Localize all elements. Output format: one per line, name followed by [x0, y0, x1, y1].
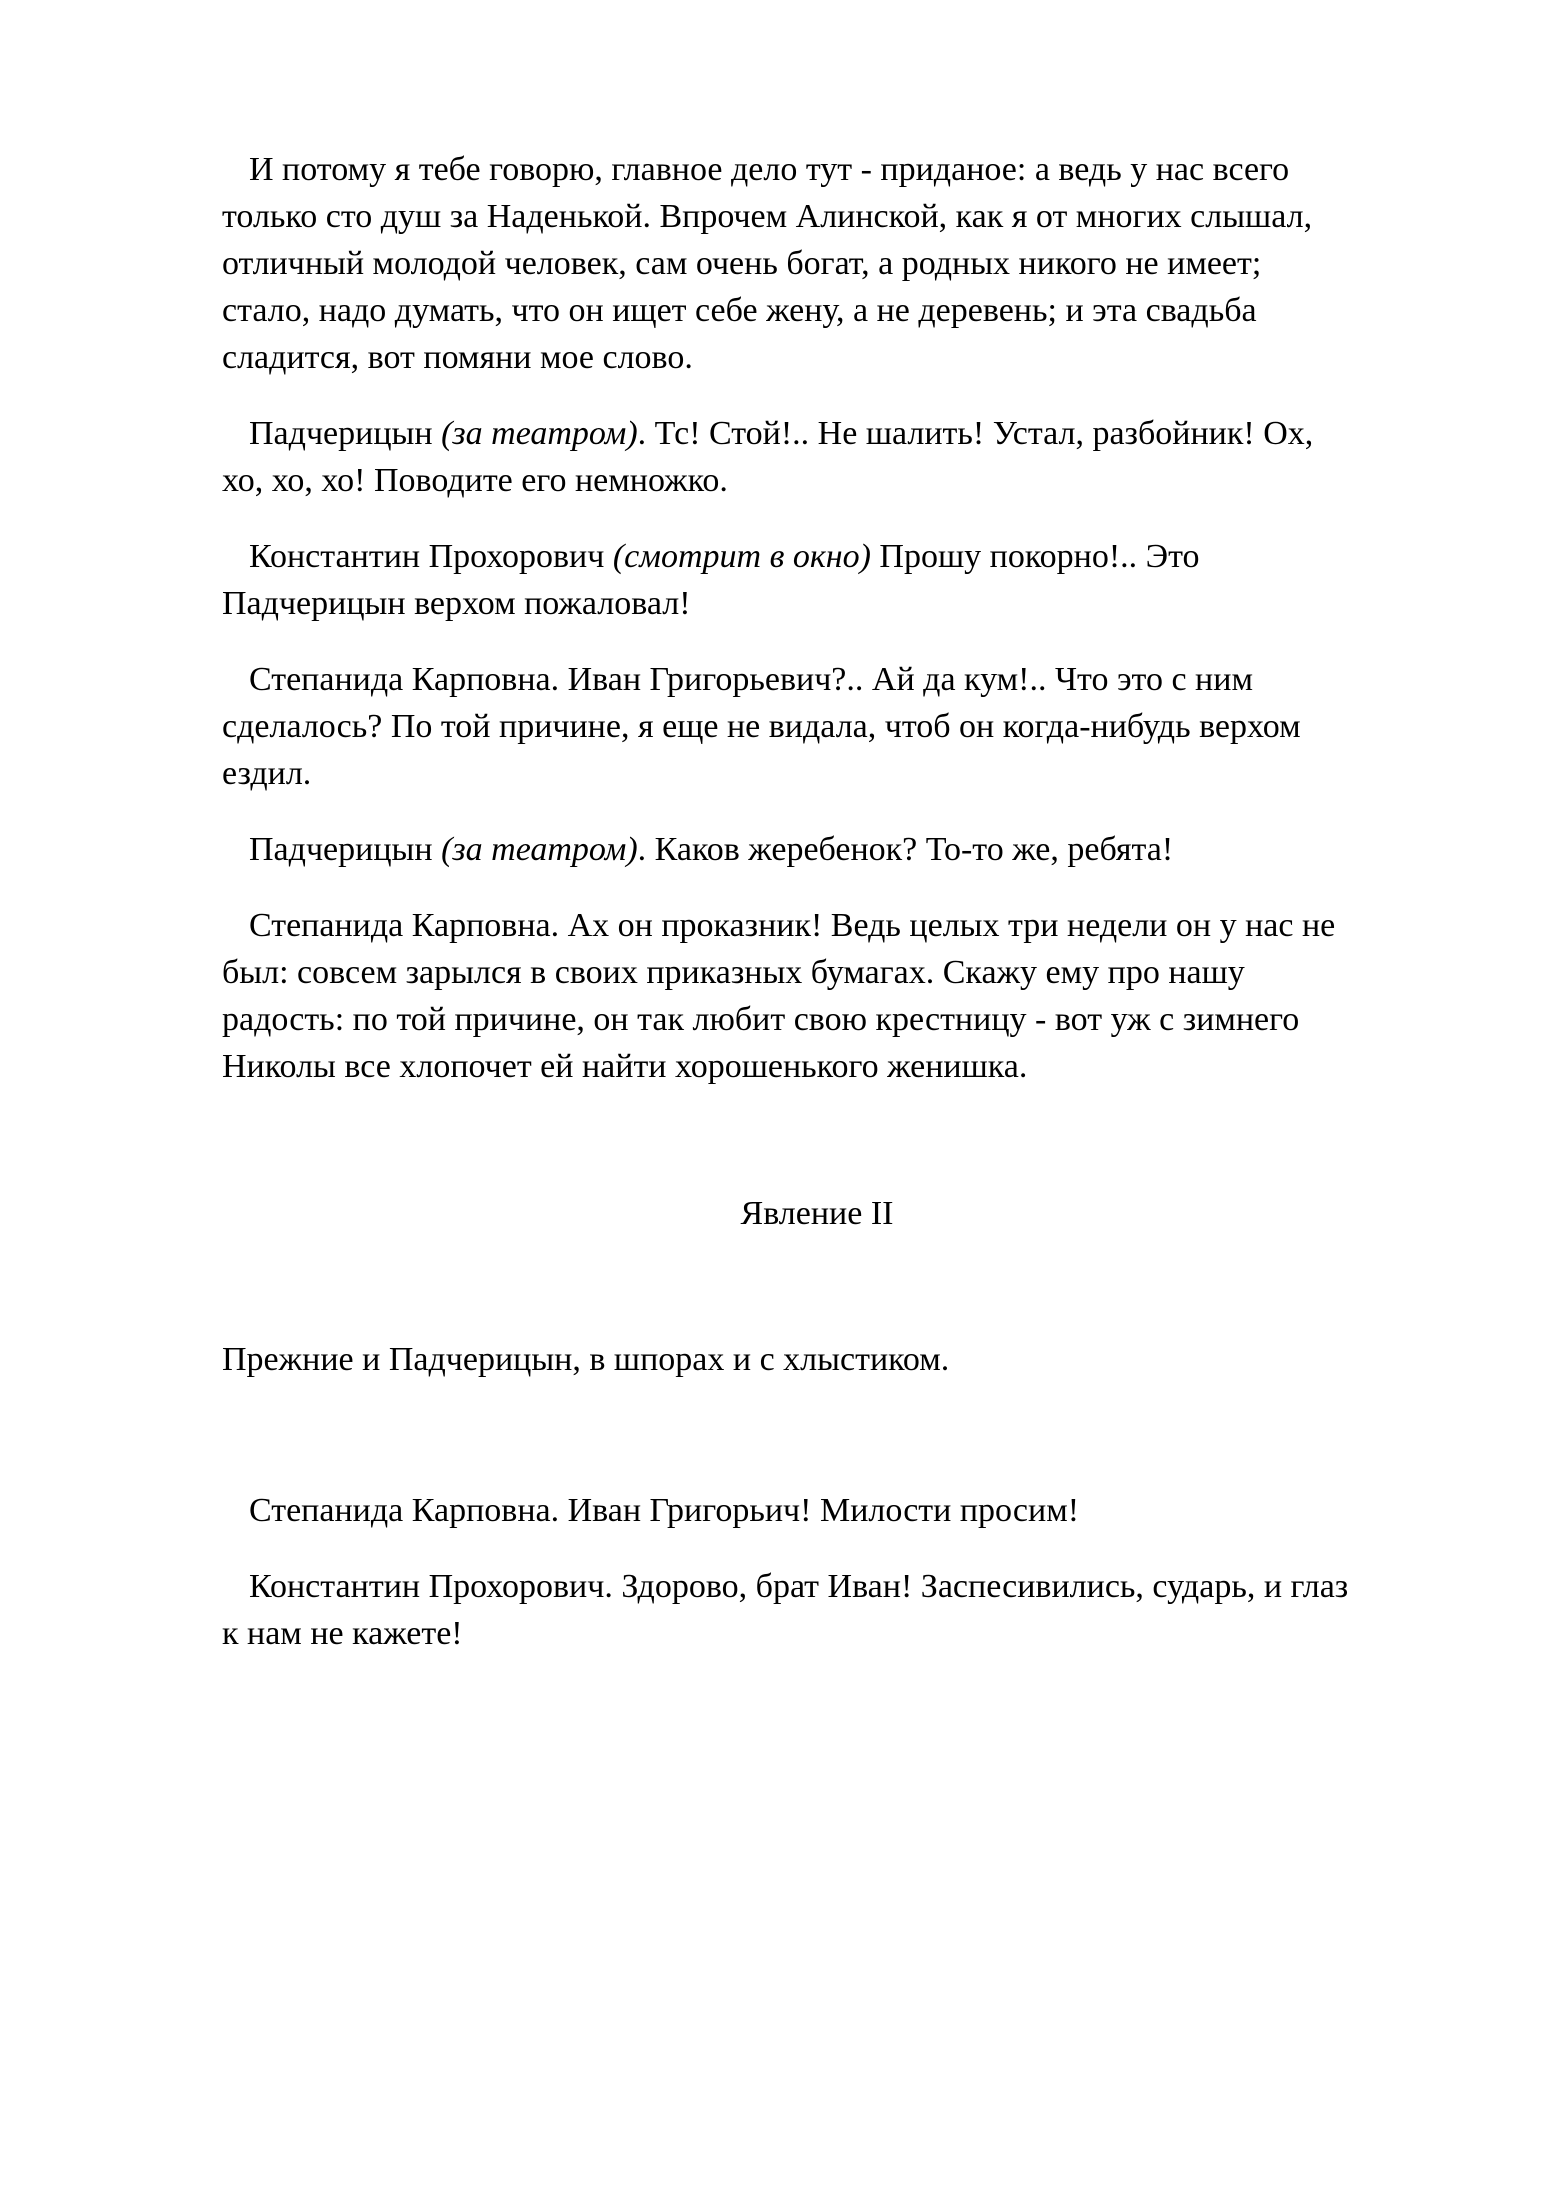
text-run: сделалось? По той причине, я еще не видала, чтоб он когда-нибудь верхом [222, 708, 1301, 745]
dialogue-paragraph [222, 656, 1555, 797]
text-run: И потому я тебе говорю, главное дело тут - приданое: а ведь у нас всего [249, 151, 1290, 188]
text-run: Константин Прохорович [249, 538, 613, 575]
dialogue-paragraph [222, 826, 1555, 873]
text-line [222, 533, 1555, 580]
text-run: . Каков жеребенок? То-то же, ребята! [637, 831, 1174, 868]
text-line [222, 703, 1555, 750]
text-line [222, 1563, 1555, 1610]
text-run: Падчерицын верхом пожаловал! [222, 585, 691, 622]
text-line [222, 1487, 1555, 1534]
text-line [222, 949, 1555, 996]
text-line [222, 410, 1555, 457]
text-line [222, 1610, 1555, 1657]
text-line [222, 287, 1555, 334]
text-run: радость: по той причине, он так любит свою крестницу - вот уж с зимнего [222, 1001, 1300, 1038]
text-line [222, 457, 1555, 504]
dialogue-paragraph [222, 902, 1555, 1090]
stage-direction: (за театром) [441, 831, 638, 868]
text-run: Степанида Карповна. Иван Григорьич! Милости просим! [249, 1492, 1080, 1529]
text-line [222, 146, 1555, 193]
text-run: Николы все хлопочет ей найти хорошенького женишка. [222, 1048, 1028, 1085]
dialogue-paragraph [222, 533, 1555, 627]
text-run: стало, надо думать, что он ищет себе жену, а не деревень; и эта свадьба [222, 292, 1257, 329]
text-line [222, 193, 1555, 240]
text-line [222, 334, 1555, 381]
text-run: только сто душ за Наденькой. Впрочем Алинской, как я от многих слышал, [222, 198, 1313, 235]
text-run: . Тс! Стой!.. Не шалить! Устал, разбойник! Ох, [637, 415, 1314, 452]
dialogue-paragraph [222, 146, 1555, 381]
text-line [222, 996, 1555, 1043]
text-line [222, 1336, 1555, 1383]
stage-direction: (смотрит в окно) [612, 538, 871, 575]
text-line [222, 240, 1555, 287]
text-run: сладится, вот помяни мое слово. [222, 339, 693, 376]
text-run: Прошу покорно!.. Это [870, 538, 1200, 575]
text-line [222, 826, 1555, 873]
text-run: был: совсем зарылся в своих приказных бумагах. Скажу ему про нашу [222, 954, 1245, 991]
text-run: Прежние и Падчерицын, в шпорах и с хлыстиком. [222, 1341, 950, 1378]
text-run: Явление II [740, 1195, 894, 1232]
cast-note [222, 1336, 1555, 1383]
text-run: Константин Прохорович. Здорово, брат Иван! Заспесивились, сударь, и глаз [249, 1568, 1349, 1605]
text-line [222, 1190, 1412, 1237]
text-line [222, 1043, 1555, 1090]
text-line [222, 902, 1555, 949]
text-line [222, 580, 1555, 627]
text-run: хо, хо, хо! Поводите его немножко. [222, 462, 728, 499]
dialogue-paragraph [222, 410, 1555, 504]
dialogue-paragraph [222, 1563, 1555, 1657]
text-run: Падчерицын [249, 415, 442, 452]
text-run: к нам не кажете! [222, 1615, 463, 1652]
text-run: Падчерицын [249, 831, 442, 868]
dialogue-paragraph [222, 1487, 1555, 1534]
text-run: Степанида Карповна. Иван Григорьевич?.. Ай да кум!.. Что это с ним [249, 661, 1253, 698]
text-line [222, 656, 1555, 703]
text-run: ездил. [222, 755, 312, 792]
text-run: Степанида Карповна. Ах он проказник! Ведь целых три недели он у нас не [249, 907, 1336, 944]
text-run: отличный молодой человек, сам очень богат, а родных никого не имеет; [222, 245, 1262, 282]
text-line [222, 750, 1555, 797]
scene-heading [222, 1190, 1412, 1237]
stage-direction: (за театром) [441, 415, 638, 452]
